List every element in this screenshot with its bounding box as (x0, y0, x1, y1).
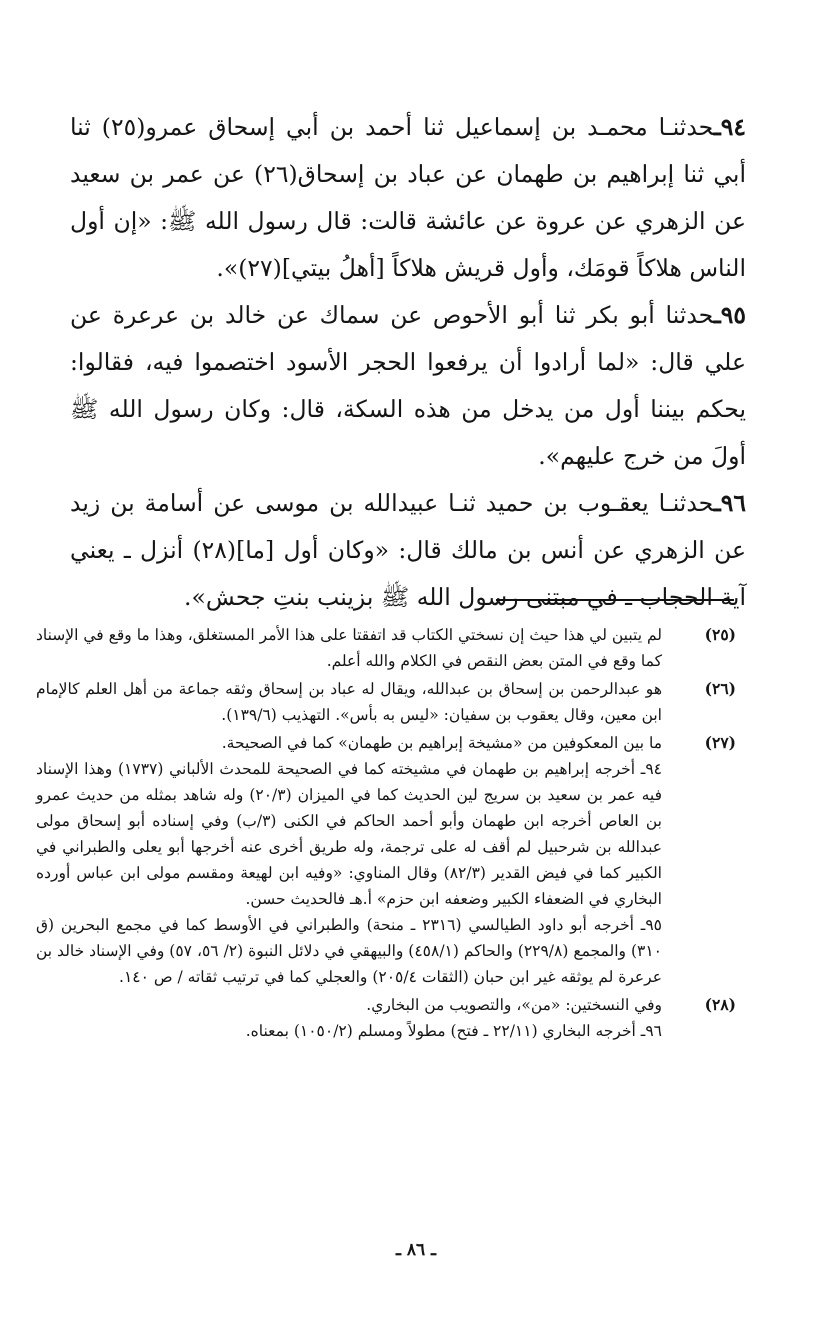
hadith-text: حدثنـا يعقـوب بن حميد ثنـا عبيدالله بن موسى عن أسامة بن زيد عن الزهري عن أنس بن مالك قال: «وكان أول [ما](٢٨) أنزل ـ يعني آية الحجاب ـ في مبتنى رسول الله ﷺ بزينب بنتِ جحش». (70, 489, 746, 611)
footnote-divider (496, 599, 734, 601)
footnote-number: (٢٧) (704, 733, 736, 752)
page-number: ـ ٨٦ ـ (395, 1240, 437, 1260)
footnote-number: (٢٦) (704, 679, 736, 698)
footnote-number: (٢٥) (704, 625, 736, 644)
footnote-number: (٢٨) (704, 995, 736, 1014)
footnote-text: لم يتبين لي هذا حيث إن نسختي الكتاب قد اتفقتا على هذا الأمر المستغلق، وهذا ما وقع في الإسناد كما وقع في المتن بعض النقص في الكلام والله أعلم. (36, 626, 662, 670)
footnote-28 (36, 992, 736, 1044)
takhrij-94: ٩٤ـ أخرجه إبراهيم بن طهمان في مشيخته كما في الصحيحة للمحدث الألباني (١٧٣٧) وهذا الإسناد فيه عمر بن سعيد بن سريج لين الحديث كما في الميزان (٢٠/٣) وله شاهد بمثله من حديث عمرو بن العاص أخرجه ابن طهمان وأبو أحمد الحاكم في الكنى (٣/ب) وفي إسناده أبو إسحاق مولى عبدالله بن شرحبيل لم أقف له على ترجمة، وله طريق أخرى عنه أخرجها أبو يعلى والطبراني في الكبير كما في فيض القدير (٨٢/٣) وقال المناوي: «وفيه ابن لهيعة ومقسم مولى ابن عباس أورده البخاري في الضعفاء الكبير وضعفه ابن حزم» أ.هـ فالحديث حسن. (36, 760, 663, 908)
footnote-25 (36, 622, 736, 674)
takhrij-96: ٩٦ـ أخرجه البخاري (٢٢/١١ ـ فتح) مطولاً ومسلم (١٠٥٠/٢) بمعناه. (245, 1022, 662, 1040)
hadith-number: ٩٦ـ (713, 489, 746, 517)
hadith-number: ٩٤ـ (713, 113, 746, 141)
hadith-text: حدثنا أبو بكر ثنا أبو الأحوص عن سماك عن خالد بن عرعرة عن علي قال: «لما أرادوا أن يرفعوا الحجر الأسود اختصموا فيه، فقالوا: يحكم بيننا أول من يدخل من هذه السكة، قال: وكان رسول الله ﷺ أولَ من خرج عليهم». (70, 301, 746, 470)
footnote-text: هو عبدالرحمن بن إسحاق بن عبدالله، ويقال له عباد بن إسحاق وثقه جماعة من أهل العلم كالإمام ابن معين، وقال يعقوب بن سفيان: «ليس به بأس». التهذيب (١٣٩/٦). (36, 680, 662, 724)
hadith-94 (70, 104, 746, 292)
hadith-95 (70, 292, 746, 480)
main-text (70, 104, 746, 621)
hadith-text: حدثنـا محمـد بن إسماعيل ثنا أحمد بن أبي إسحاق عمرو(٢٥) ثنا أبي ثنا إبراهيم بن طهمان عن عباد بن إسحاق(٢٦) عن عمر بن سعيد عن الزهري عن عروة عن عائشة قالت: قال رسول الله ﷺ: «إن أول الناس هلاكاً قومَك، وأول قريش هلاكاً [أهلُ بيتي](٢٧)». (70, 113, 746, 282)
footnotes (36, 622, 736, 1044)
footnote-26 (36, 676, 736, 728)
footnote-text: وفي النسختين: «من»، والتصويب من البخاري. (366, 996, 662, 1014)
footnote-text: ما بين المعكوفين من «مشيخة إبراهيم بن طهمان» كما في الصحيحة. (221, 734, 662, 752)
hadith-number: ٩٥ـ (713, 301, 746, 329)
takhrij-95: ٩٥ـ أخرجه أبو داود الطيالسي (٢٣١٦ ـ منحة) والطبراني في الأوسط كما في مجمع البحرين (ق ٣١٠) والمجمع (٢٢٩/٨) والحاكم (٤٥٨/١) والبيهقي في دلائل النبوة (٢/ ٥٦، ٥٧) وفي الإسناد خالد بن عرعرة لم يوثقه غير ابن حبان (الثقات ٢٠٥/٤) والعجلي كما في ترتيب ثقاته / ص ١٤٠. (36, 916, 663, 986)
footnote-27 (36, 730, 736, 990)
